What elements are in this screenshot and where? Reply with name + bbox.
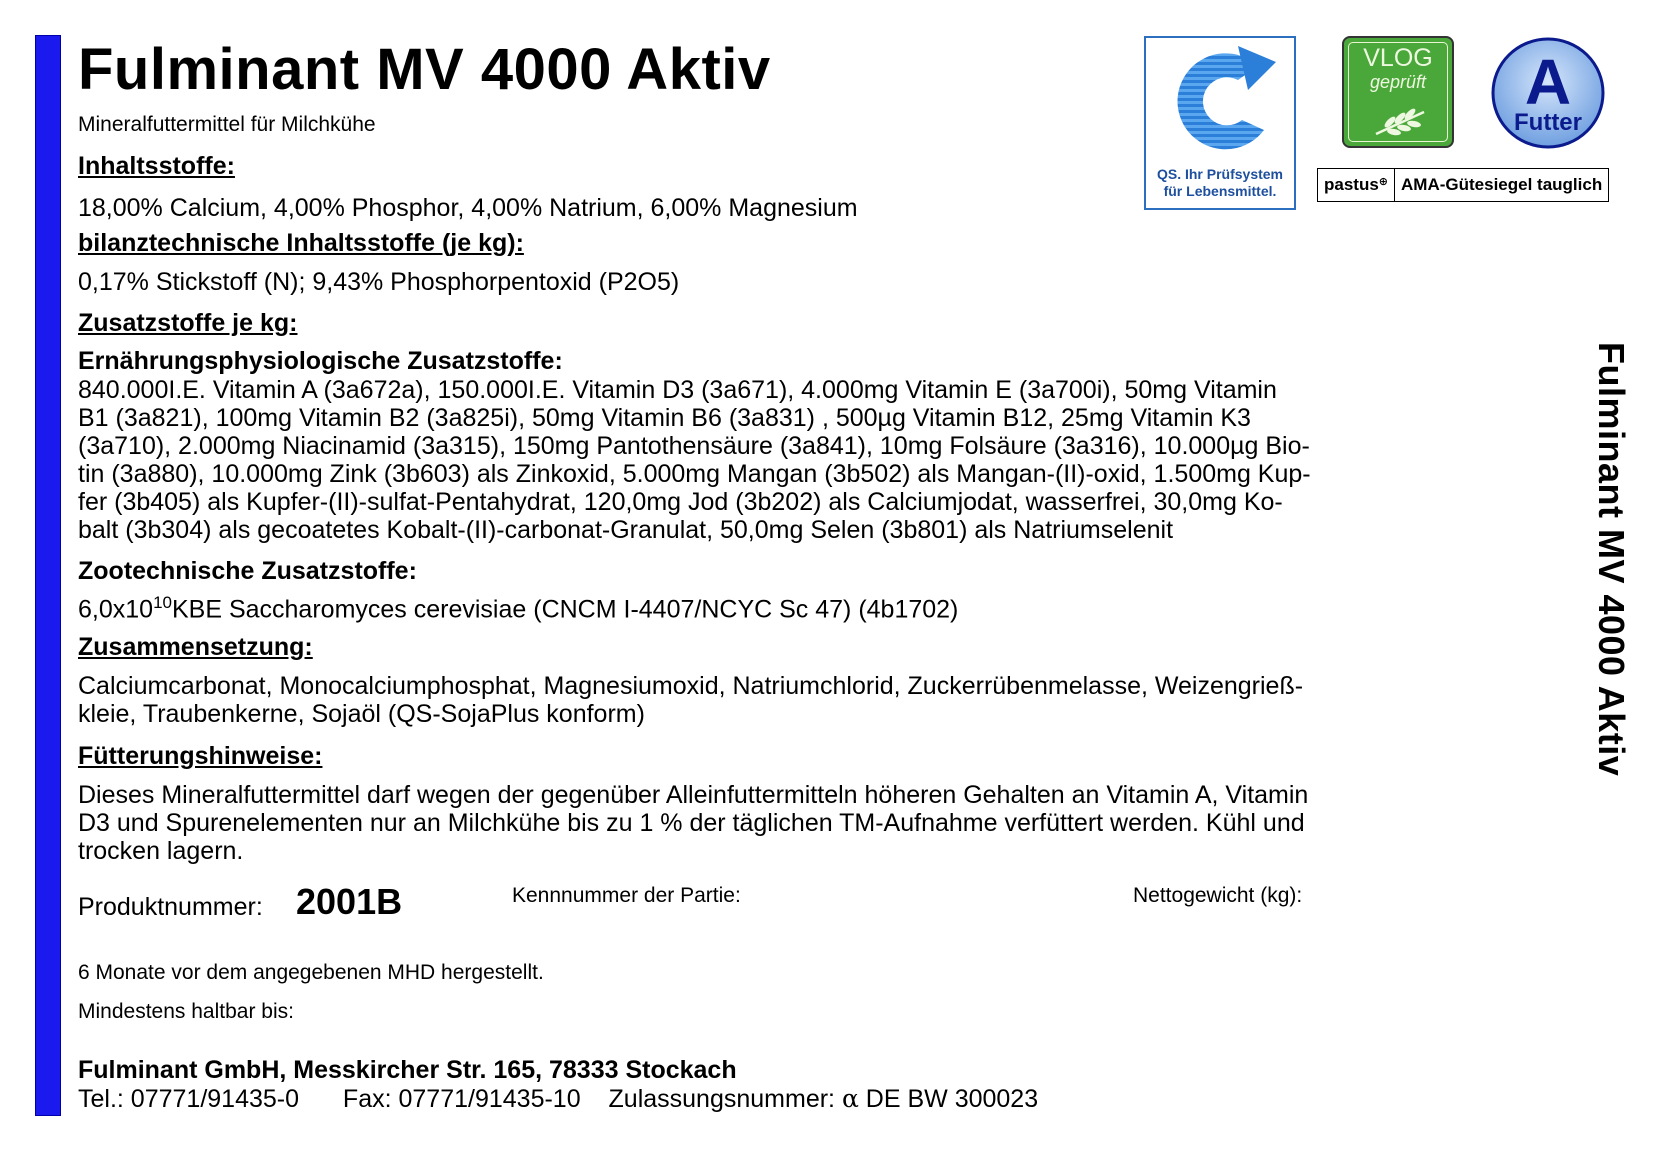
a-futter-letter: A (1524, 46, 1572, 118)
qs-line-2: für Lebensmittel. (1163, 183, 1277, 199)
zoo-heading: Zootechnische Zusatzstoffe: (78, 557, 417, 585)
zusatzstoffe-heading: Zusatzstoffe je kg: (78, 309, 298, 337)
ernaehrung-line: fer (3b405) als Kupfer-(II)-sulfat-Pentahydrat, 120,0mg Jod (3b202) als Calciumjodat, wasserfrei, 30,0mg Ko- (78, 488, 1283, 516)
qs-line-1: QS. Ihr Prüfsystem (1156, 166, 1284, 182)
zusammensetzung-line: Calciumcarbonat, Monocalciumphosphat, Magnesiumoxid, Natriumchlorid, Zuckerrübenmelasse, Weizengrieß- (78, 672, 1304, 700)
zusammensetzung-line: kleie, Traubenkerne, Sojaöl (QS-SojaPlus konform) (78, 700, 645, 728)
a-futter-logo (1490, 36, 1606, 150)
ernaehrung-line: 840.000I.E. Vitamin A (3a672a), 150.000I.E. Vitamin D3 (3a671), 4.000mg Vitamin E (3a700i), 50mg Vitamin (78, 376, 1277, 404)
vlog-text: VLOG (1363, 44, 1433, 72)
zusammensetzung-heading: Zusammensetzung: (78, 633, 313, 661)
alpha-symbol: α (841, 1084, 859, 1113)
blue-side-bar (35, 35, 61, 1116)
ernaehrung-heading: Ernährungsphysiologische Zusatzstoffe: (78, 347, 563, 375)
fuetterung-heading: Fütterungshinweise: (78, 742, 323, 770)
zoo-text: $6,0x10^{10}KBE$ Saccharomyces cerevisiae (CNCM I-4407/NCYC Sc 47) (4b1702) (78, 593, 959, 624)
a-futter-word: Futter (1514, 109, 1582, 136)
fuetterung-line: D3 und Spurenelementen nur an Milchkühe bis zu 1 % der täglichen TM-Aufnahme verfüttert werden. Kühl und (78, 809, 1305, 837)
contact-line (78, 1084, 1038, 1114)
produktnummer-label: Produktnummer: (78, 893, 263, 921)
partie-label: Kennnummer der Partie: (512, 884, 741, 907)
inhaltsstoffe-heading: Inhaltsstoffe: (78, 152, 235, 180)
ernaehrung-line: (3a710), 2.000mg Niacinamid (3a315), 150mg Pantothensäure (3a841), 10mg Folsäure (3a316), 10.000µg Bio- (78, 432, 1310, 460)
wheat-icon (1346, 102, 1450, 142)
product-title: Fulminant MV 4000 Aktiv (78, 37, 771, 102)
pastus-label: pastus ⊕ (1324, 175, 1389, 194)
ernaehrung-line: tin (3a880), 10.000mg Zink (3b603) als Zinkoxid, 5.000mg Mangan (3b502) als Mangan-(II)-oxid, 1.500mg Kup- (78, 460, 1311, 488)
fuetterung-line: Dieses Mineralfuttermittel darf wegen der gegenüber Alleinfuttermitteln höheren Gehalten an Vitamin A, Vitamin (78, 781, 1309, 809)
mhd-label: Mindestens haltbar bis: (78, 1000, 294, 1023)
zulassung-label: Zulassungsnummer: (608, 1085, 835, 1113)
bilanz-heading: bilanztechnische Inhaltsstoffe (je kg): (78, 229, 524, 257)
nettogewicht-label: Nettogewicht (kg): (1133, 884, 1303, 907)
tel-number: Tel.: 07771/91435-0 (78, 1085, 300, 1113)
qs-logo (1144, 36, 1296, 210)
vlog-subtext: geprüft (1369, 72, 1427, 92)
company-address: Fulminant GmbH, Messkircher Str. 165, 78333 Stockach (78, 1056, 737, 1084)
fuetterung-text (78, 781, 1308, 865)
ama-label: AMA-Gütesiegel tauglich (1401, 175, 1603, 194)
ernaehrung-line: balt (3b304) als gecoatetes Kobalt-(II)-carbonat-Granulat, 50,0mg Selen (3b801) als Natriumselenit (78, 516, 1174, 544)
ernaehrung-text (78, 376, 1538, 544)
mhd-info: 6 Monate vor dem angegebenen MHD hergestellt. (78, 961, 544, 984)
zulassung-number: DE BW 300023 (865, 1085, 1039, 1113)
side-title-vertical: Fulminant MV 4000 Aktiv (1591, 342, 1632, 777)
zusammensetzung-text (78, 672, 1303, 728)
bilanz-text: 0,17% Stickstoff (N); 9,43% Phosphorpentoxid (P2O5) (78, 268, 680, 296)
fax-number: Fax: 07771/91435-10 (342, 1085, 581, 1113)
pastus-registered-icon: ⊕ (1378, 176, 1389, 188)
qs-arrow-icon (1146, 38, 1294, 168)
inhaltsstoffe-text: 18,00% Calcium, 4,00% Phosphor, 4,00% Natrium, 6,00% Magnesium (78, 194, 858, 222)
produktnummer-value: 2001B (296, 881, 403, 922)
fuetterung-line: trocken lagern. (78, 837, 244, 865)
vlog-logo (1342, 36, 1454, 148)
ernaehrung-line: B1 (3a821), 100mg Vitamin B2 (3a825i), 50mg Vitamin B6 (3a831) , 500µg Vitamin B12, 25mg Vitamin K3 (78, 404, 1251, 432)
zoo-exponent: 10 (153, 593, 172, 612)
pastus-ama-badge (1317, 168, 1609, 202)
product-subtitle: Mineralfuttermittel für Milchkühe (78, 113, 376, 136)
